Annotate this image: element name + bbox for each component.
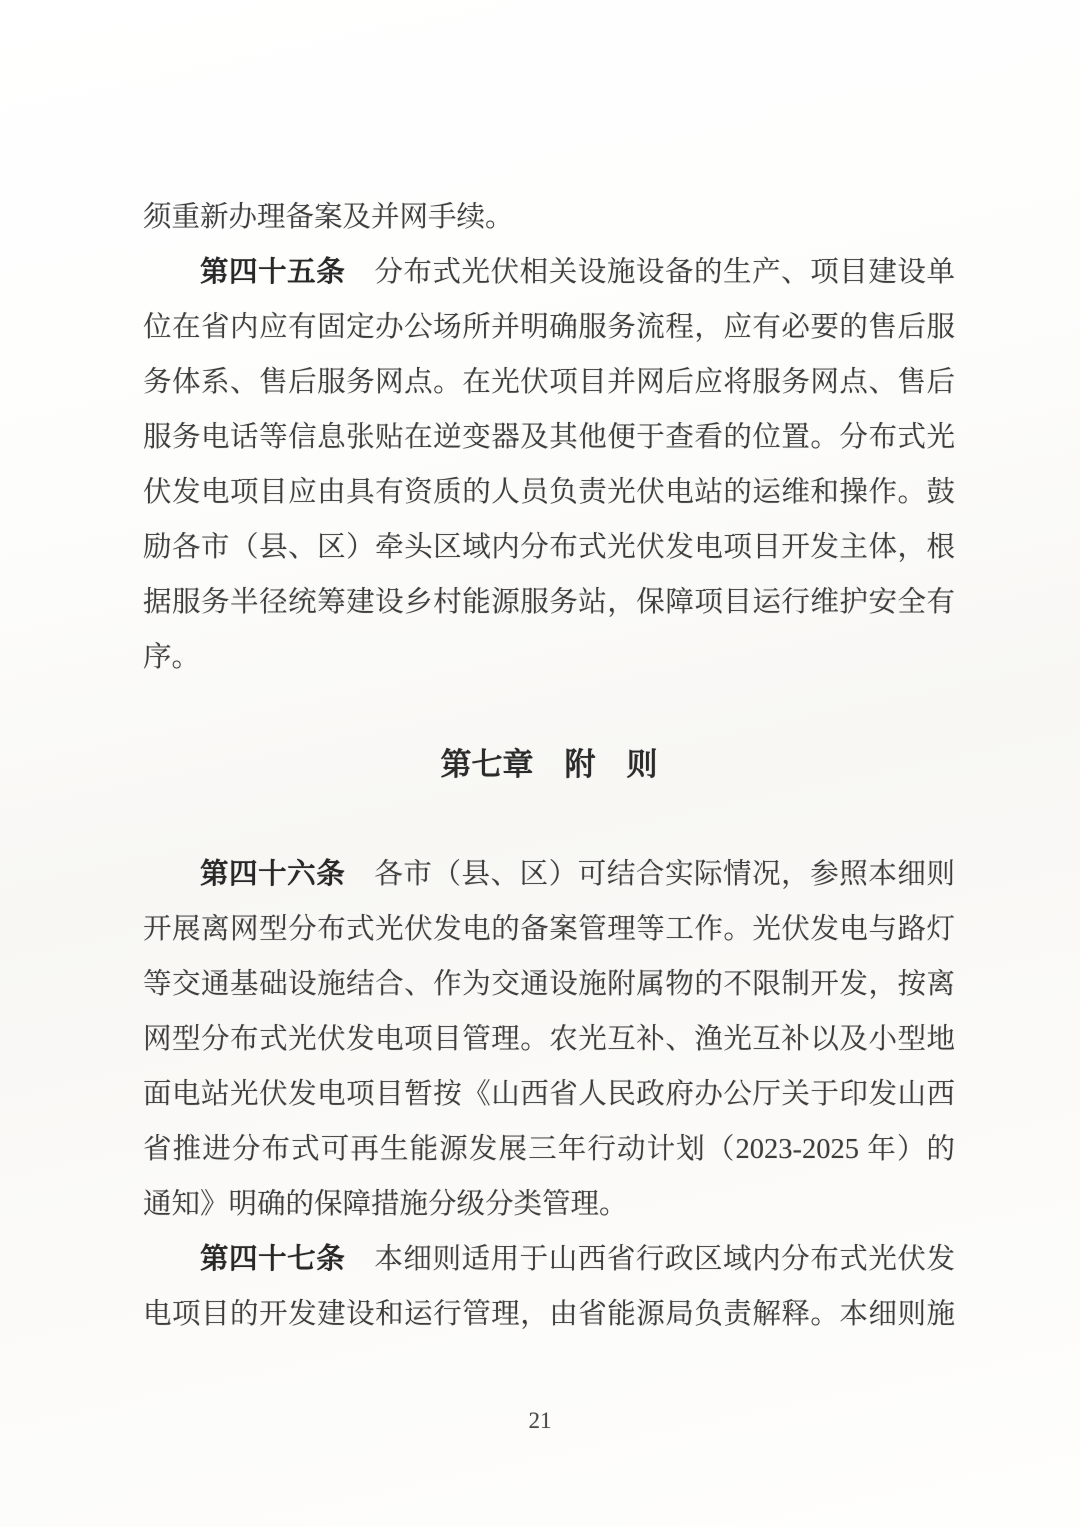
chapter-heading: 第七章 附 则 <box>440 747 658 782</box>
body-text: 省推进分布式可再生能源发展三年行动计划（2023-2025 年）的 <box>143 1134 955 1165</box>
paragraph-first-line <box>143 847 955 902</box>
body-text: 开展离网型分布式光伏发电的备案管理等工作。光伏发电与路灯 <box>143 914 955 945</box>
text-line <box>143 957 955 1012</box>
body-text: 服务电话等信息张贴在逆变器及其他便于查看的位置。分布式光 <box>143 422 955 453</box>
text-line <box>143 575 955 630</box>
body-text: 网型分布式光伏发电项目管理。农光互补、渔光互补以及小型地 <box>143 1024 955 1055</box>
paragraph-first-line <box>143 1232 955 1287</box>
body-text: 位在省内应有固定办公场所并明确服务流程，应有必要的售后服 <box>143 312 955 343</box>
body-text: 伏发电项目应由具有资质的人员负责光伏电站的运维和操作。鼓 <box>143 477 955 508</box>
text-line <box>143 355 955 410</box>
body-text: 本细则适用于山西省行政区域内分布式光伏发 <box>345 1244 955 1275</box>
article-number: 第四十七条 <box>200 1244 346 1275</box>
document-body <box>143 190 955 1342</box>
text-line <box>143 630 955 685</box>
text-line <box>143 520 955 575</box>
text-line <box>143 465 955 520</box>
text-line <box>143 300 955 355</box>
body-text: 分布式光伏相关设施设备的生产、项目建设单 <box>345 257 955 288</box>
text-line <box>143 1012 955 1067</box>
body-text: 面电站光伏发电项目暂按《山西省人民政府办公厅关于印发山西 <box>143 1079 955 1110</box>
body-text: 序。 <box>143 642 201 673</box>
text-line <box>143 190 955 245</box>
text-line <box>143 1287 955 1342</box>
body-text: 通知》明确的保障措施分级分类管理。 <box>143 1189 628 1220</box>
article-number: 第四十六条 <box>200 859 346 890</box>
page-footer <box>0 1408 1080 1434</box>
body-text: 据服务半径统筹建设乡村能源服务站，保障项目运行维护安全有 <box>143 587 955 618</box>
text-line <box>143 902 955 957</box>
body-text: 励各市（县、区）牵头区域内分布式光伏发电项目开发主体，根 <box>143 532 955 563</box>
body-text: 务体系、售后服务网点。在光伏项目并网后应将服务网点、售后 <box>143 367 955 398</box>
text-line <box>143 1067 955 1122</box>
text-line <box>143 1122 955 1177</box>
page-number: 21 <box>528 1408 552 1433</box>
body-text: 等交通基础设施结合、作为交通设施附属物的不限制开发，按离 <box>143 969 955 1000</box>
text-line <box>143 1177 955 1232</box>
text-line <box>143 410 955 465</box>
paragraph-first-line <box>143 245 955 300</box>
article-number: 第四十五条 <box>200 257 346 288</box>
body-text: 各市（县、区）可结合实际情况，参照本细则 <box>345 859 955 890</box>
body-text: 电项目的开发建设和运行管理，由省能源局负责解释。本细则施 <box>143 1299 955 1330</box>
body-text: 须重新办理备案及并网手续。 <box>143 202 514 233</box>
